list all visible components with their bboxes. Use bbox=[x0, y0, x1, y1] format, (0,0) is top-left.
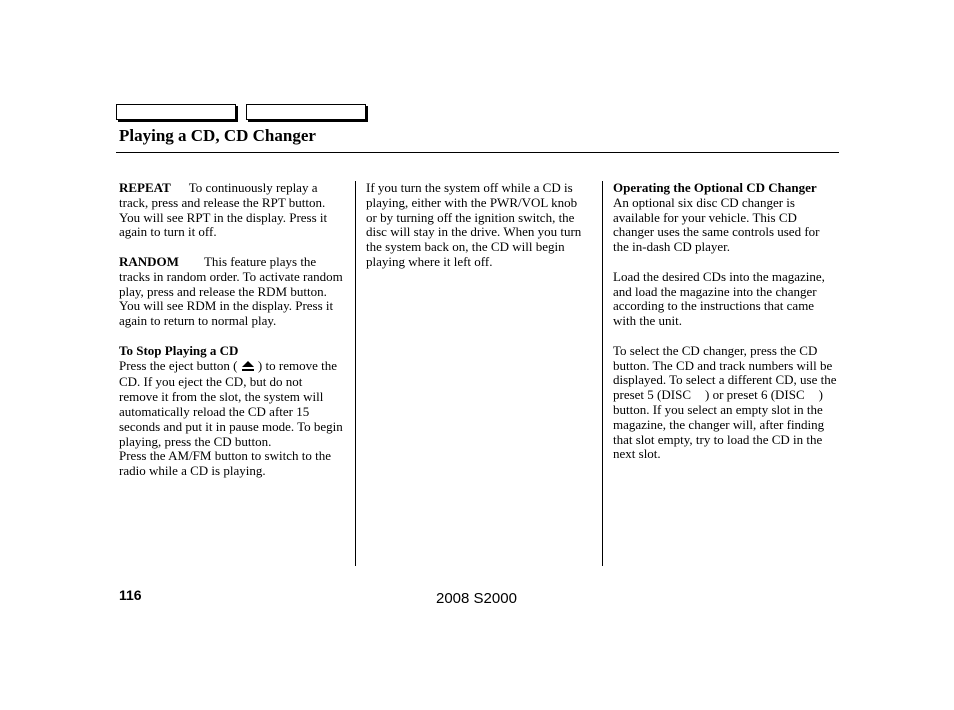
stop-text-post: ) to remove the CD. If you eject the CD, but do not remove it from the slot, the system will automatically reload the CD after 15 seconds and put it in pause mode. To begin playing, press the CD button. bbox=[119, 357, 343, 449]
changer-heading: Operating the Optional CD Changer bbox=[613, 180, 817, 195]
nav-tab-1[interactable] bbox=[116, 104, 236, 120]
random-heading: RANDOM bbox=[119, 253, 179, 269]
page-number: 116 bbox=[119, 587, 142, 603]
column-1 bbox=[119, 181, 343, 479]
stop-text-pre: Press the eject button ( bbox=[119, 357, 238, 373]
column-divider-2 bbox=[602, 181, 603, 566]
page-title: Playing a CD, CD Changer bbox=[119, 126, 316, 145]
column-2 bbox=[366, 181, 590, 285]
changer-select bbox=[613, 344, 837, 462]
stop-paragraph bbox=[119, 359, 343, 450]
amfm-text: Press the AM/FM button to switch to the radio while a CD is playing. bbox=[119, 448, 331, 479]
changer-intro: An optional six disc CD changer is available for your vehicle. This CD changer uses the same controls used for the in-dash CD player. bbox=[613, 194, 820, 255]
title-rule bbox=[116, 152, 839, 153]
random-paragraph bbox=[119, 255, 343, 329]
eject-icon bbox=[241, 360, 255, 376]
random-text: This feature plays the tracks in random order. To activate random play, press and release the RDM button. You will see RDM in the display. Press it again to return to normal play. bbox=[119, 253, 343, 329]
changer-select-a: To select the CD changer, press the CD button. The CD and track numbers will be displayed. To select a different CD, use the preset 5 (DISC bbox=[613, 342, 837, 403]
changer-select-b: ) or preset 6 (DISC bbox=[705, 387, 805, 403]
repeat-paragraph bbox=[119, 181, 343, 240]
nav-tab-2[interactable] bbox=[246, 104, 366, 120]
power-off-text: If you turn the system off while a CD is playing, either with the PWR/VOL knob or by turning off the ignition switch, the disc will stay in the drive. When you turn the system back on, the CD will begin playing where it left off. bbox=[366, 180, 582, 269]
column-3 bbox=[613, 181, 837, 477]
changer-load: Load the desired CDs into the magazine, and load the magazine into the changer according to the instructions that came with the unit. bbox=[613, 268, 825, 329]
repeat-text: To continuously replay a track, press and release the RPT button. You will see RPT in the display. Press it again to turn it off. bbox=[119, 180, 328, 240]
footer-model: 2008 S2000 bbox=[436, 590, 517, 607]
changer-select-c: ) button. If you select an empty slot in the magazine, the changer will, after finding that slot empty, try to load the CD in the next slot. bbox=[613, 387, 825, 462]
repeat-heading: REPEAT bbox=[119, 180, 171, 195]
column-divider-1 bbox=[355, 181, 356, 566]
stop-heading: To Stop Playing a CD bbox=[119, 342, 239, 358]
